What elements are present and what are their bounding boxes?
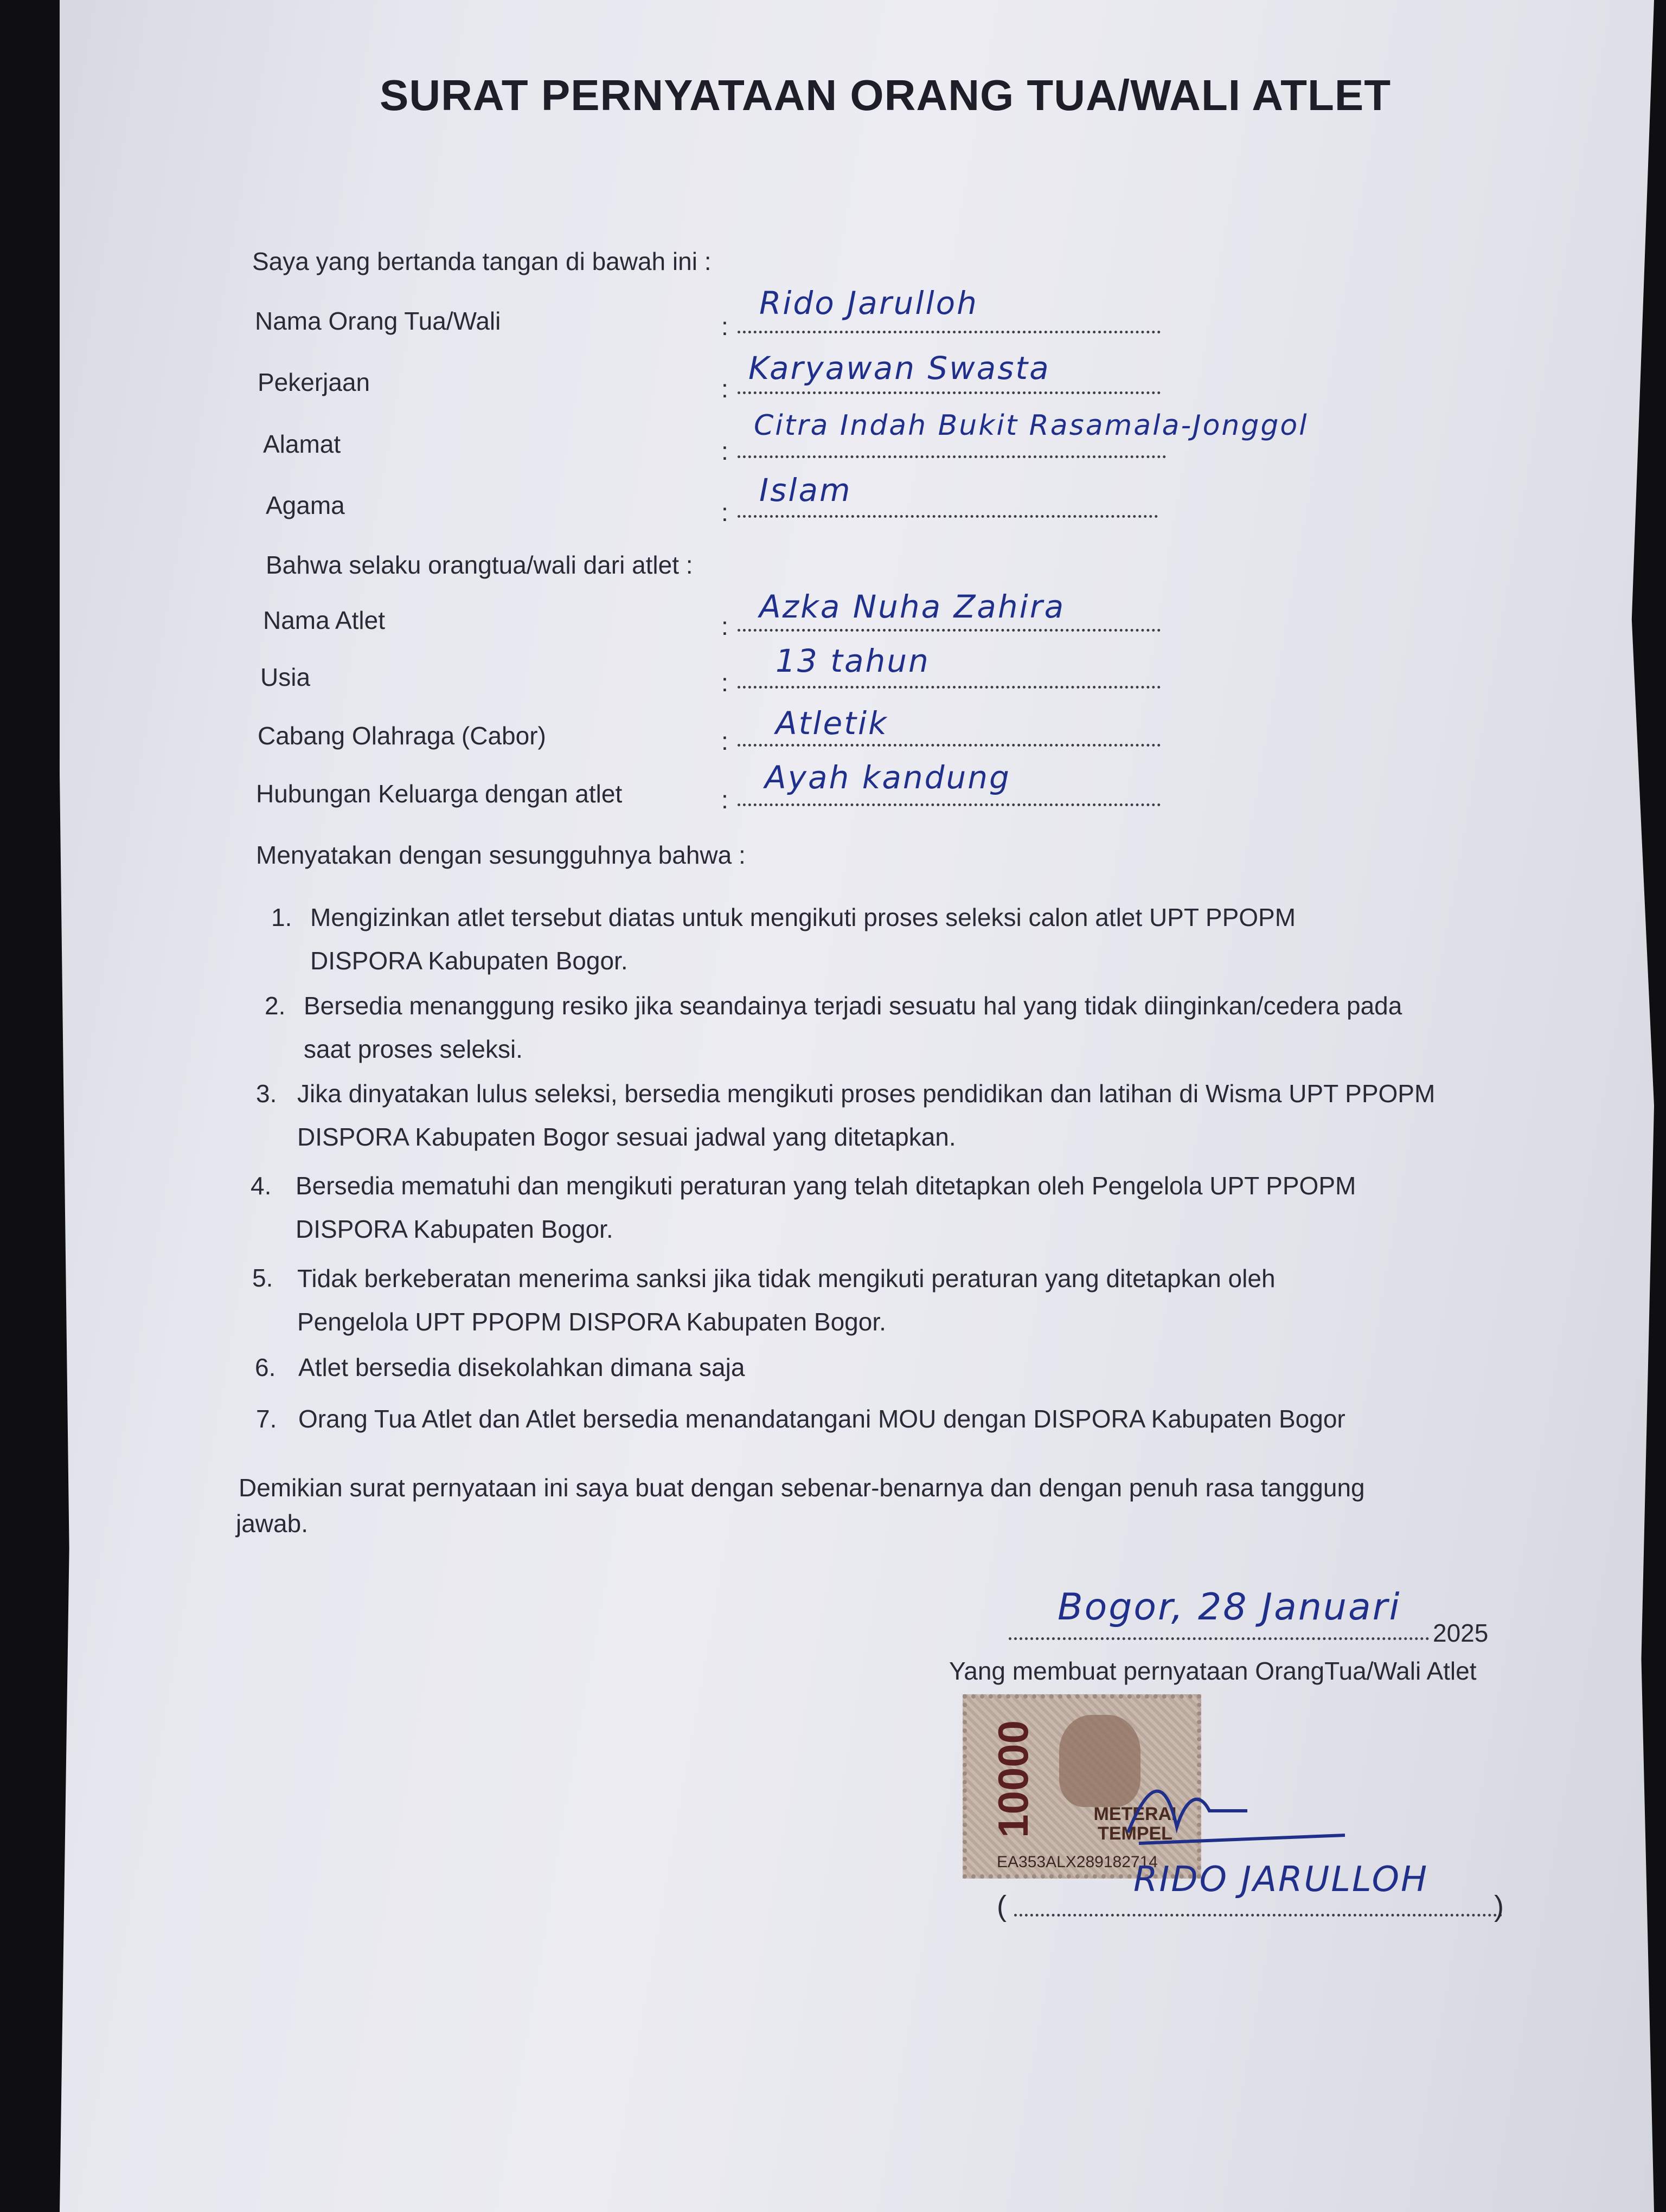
paren-close: ) [1494,1890,1504,1922]
field-label-religion: Agama [266,491,345,519]
intro-text: Saya yang bertanda tangan di bawah ini : [252,247,712,275]
field-label-address: Alamat [263,430,341,458]
colon: : [721,612,728,640]
fill-line [738,455,1166,458]
field-label-athlete-name: Nama Atlet [263,606,385,634]
colon: : [721,786,728,814]
list-item: Bersedia mematuhi dan mengikuti peraturan yang telah ditetapkan oleh Pengelola UPT PPOPM DISPORA Kabupaten Bogor. [296,1172,1356,1243]
date-fill-line [1009,1637,1429,1640]
signature-icon [1117,1767,1356,1854]
field-label-parent-name: Nama Orang Tua/Wali [255,307,501,335]
closing-text-line2: jawab. [236,1509,308,1538]
field-label-sport: Cabang Olahraga (Cabor) [258,722,546,750]
fill-line [738,803,1161,806]
handwritten-religion: Islam [759,472,852,509]
colon: : [721,312,728,340]
handwritten-signer-name: RIDO JARULLOH [1133,1860,1429,1900]
fill-line [738,629,1161,632]
handwritten-place-date: Bogor, 28 Januari [1058,1586,1401,1629]
date-year: 2025 [1433,1619,1489,1647]
field-label-age: Usia [260,663,311,691]
handwritten-sport: Atletik [776,705,888,742]
item-number: 4. [251,1172,272,1200]
field-label-relationship: Hubungan Keluarga dengan atlet [256,780,623,808]
list-item: Jika dinyatakan lulus seleksi, bersedia mengikuti proses pendidikan dan latihan di Wisma UPT PPOPM DISPORA Kabupaten Bogor sesuai jadwal yang ditetapkan. [297,1079,1436,1151]
handwritten-relationship: Ayah kandung [765,759,1011,796]
fill-line [738,515,1158,518]
stamp-label: METERAI TEMPEL [1093,1804,1177,1844]
item-number: 3. [256,1079,277,1108]
paren-open: ( [997,1890,1007,1922]
list-item: Tidak berkeberatan menerima sanksi jika tidak mengikuti peraturan yang ditetapkan oleh Pengelola UPT PPOPM DISPORA Kabupaten Bogor. [297,1264,1276,1336]
list-item: Atlet bersedia disekolahkan dimana saja [298,1353,745,1381]
handwritten-parent-name: Rido Jarulloh [759,285,978,321]
closing-text-line1: Demikian surat pernyataan ini saya buat dengan sebenar-benarnya dan dengan penuh rasa tanggung [239,1474,1365,1502]
item-number: 5. [252,1264,273,1292]
colon: : [721,375,728,403]
stamp-value: 10000 [989,1720,1037,1838]
item-number: 7. [256,1405,277,1433]
document-title: SURAT PERNYATAAN ORANG TUA/WALI ATLET [380,71,1392,119]
colon: : [721,668,728,697]
list-item: Orang Tua Atlet dan Atlet bersedia menandatangani MOU dengan DISPORA Kabupaten Bogor [298,1405,1345,1433]
handwritten-athlete-name: Azka Nuha Zahira [759,588,1066,625]
list-item: Bersedia menanggung resiko jika seandainya terjadi sesuatu hal yang tidak diinginkan/cedera pada saat proses seleksi. [304,992,1402,1063]
handwritten-occupation: Karyawan Swasta [748,350,1050,387]
colon: : [721,498,728,526]
field-label-occupation: Pekerjaan [258,368,370,396]
colon: : [721,437,728,465]
handwritten-address: Citra Indah Bukit Rasamala-Jonggol [754,409,1309,442]
colon: : [721,727,728,755]
list-item: Mengizinkan atlet tersebut diatas untuk mengikuti proses seleksi calon atlet UPT PPOPM DISPORA Kabupaten Bogor. [310,903,1296,975]
signature-fill-line [1014,1914,1502,1917]
statement-intro-text: Menyatakan dengan sesungguhnya bahwa : [256,841,746,869]
handwritten-age: 13 tahun [776,642,930,679]
signer-caption: Yang membuat pernyataan OrangTua/Wali Atlet [949,1657,1477,1685]
item-number: 2. [265,992,286,1020]
item-number: 6. [255,1353,276,1381]
item-number: 1. [271,903,292,931]
fill-line [738,331,1161,333]
fill-line [738,391,1161,394]
fill-line [738,744,1161,747]
fill-line [738,686,1161,689]
stamp-serial: EA353ALX289182714 [997,1853,1158,1871]
athlete-intro-text: Bahwa selaku orangtua/wali dari atlet : [266,551,693,579]
